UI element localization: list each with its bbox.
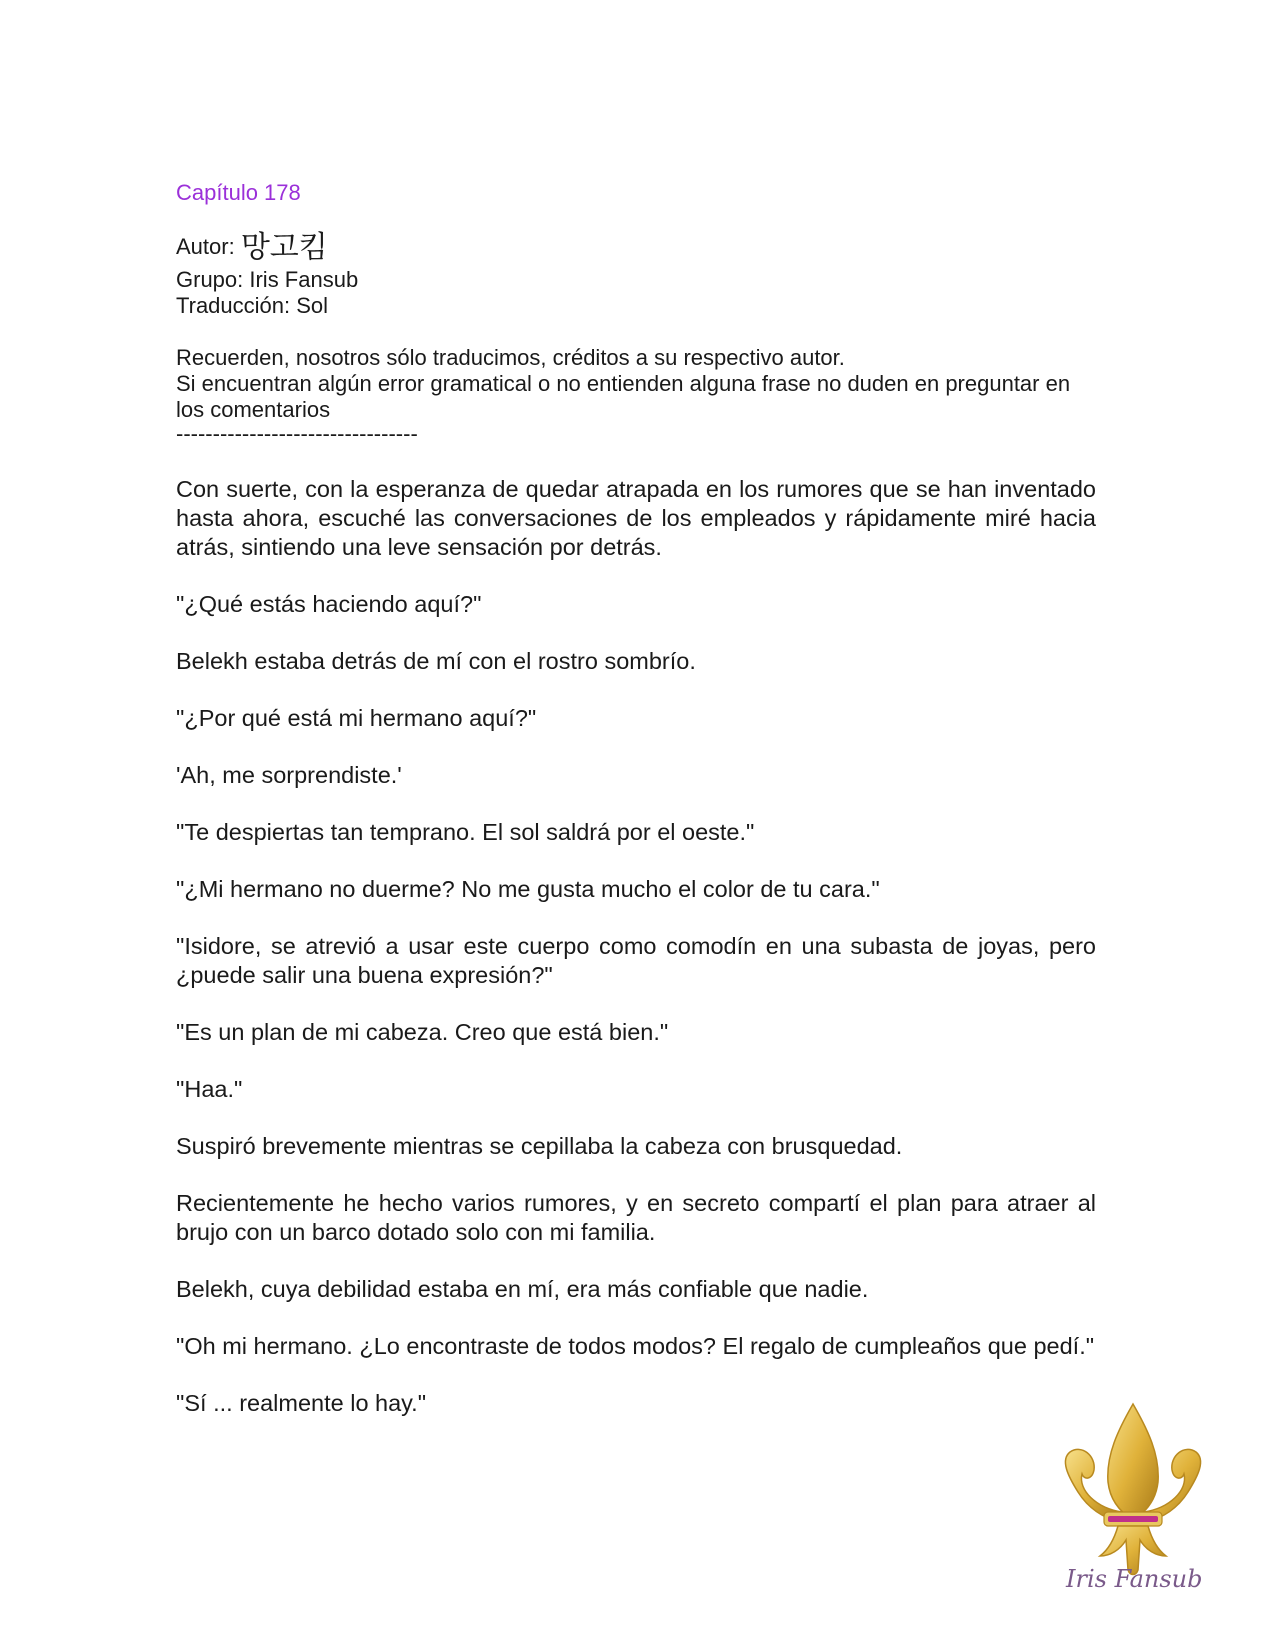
notice-line-1: Recuerden, nosotros sólo traducimos, créditos a su respectivo autor.	[176, 345, 845, 370]
story-paragraph: "Isidore, se atrevió a usar este cuerpo como comodín en una subasta de joyas, pero ¿puede salir una buena expresión?"	[176, 933, 1096, 988]
story-paragraph: "Oh mi hermano. ¿Lo encontraste de todos modos? El regalo de cumpleaños que pedí."	[176, 1333, 1095, 1359]
chapter-title: Capítulo 178	[176, 180, 301, 205]
story-paragraph: "¿Por qué está mi hermano aquí?"	[176, 705, 537, 731]
story-paragraph: Belekh, cuya debilidad estaba en mí, era más confiable que nadie.	[176, 1276, 869, 1302]
author-label: Autor:	[176, 234, 241, 259]
story-paragraph: "¿Qué estás haciendo aquí?"	[176, 591, 482, 617]
author-line	[176, 230, 1096, 265]
group-line: Grupo: Iris Fansub	[176, 267, 359, 292]
story-paragraph: 'Ah, me sorprendiste.'	[176, 762, 402, 788]
story-paragraph: Belekh estaba detrás de mí con el rostro sombrío.	[176, 648, 696, 674]
notice-line-2: Si encuentran algún error gramatical o no entienden alguna frase no duden en preguntar en los comentarios	[176, 371, 1071, 422]
story-paragraph: "Es un plan de mi cabeza. Creo que está bien."	[176, 1019, 669, 1045]
separator-line: ---------------------------------	[176, 421, 418, 446]
story-paragraph: Recientemente he hecho varios rumores, y en secreto compartí el plan para atraer al brujo con un barco dotado solo con mi familia.	[176, 1190, 1096, 1245]
notice-block	[176, 345, 1096, 445]
story-paragraph: Suspiró brevemente mientras se cepillaba la cabeza con brusquedad.	[176, 1133, 903, 1159]
story-paragraph: Con suerte, con la esperanza de quedar atrapada en los rumores que se han inventado hasta ahora, escuché las conversaciones de los empleados y rápidamente miré hacia atrás, sintiendo una leve sensación por detrás.	[176, 476, 1096, 560]
story-paragraph: "Haa."	[176, 1076, 243, 1102]
story-paragraph: "Te despiertas tan temprano. El sol saldrá por el oeste."	[176, 819, 755, 845]
translation-line: Traducción: Sol	[176, 293, 329, 318]
credits-block	[176, 230, 1096, 319]
logo-text: Iris Fansub	[1066, 1565, 1203, 1593]
story-body	[176, 475, 1096, 1418]
author-name: 망고킴	[240, 230, 328, 265]
story-paragraph: "¿Mi hermano no duerme? No me gusta mucho el color de tu cara."	[176, 876, 880, 902]
story-paragraph: "Sí ... realmente lo hay."	[176, 1390, 427, 1416]
document-page	[176, 178, 1096, 1446]
